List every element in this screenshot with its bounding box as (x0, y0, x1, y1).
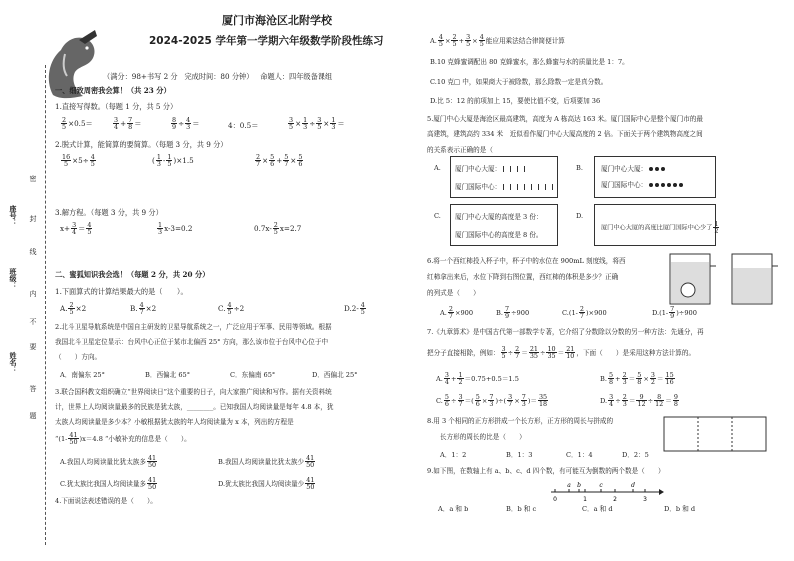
p2-q8-d: D．2：5 (622, 451, 649, 459)
p2-q5-box-b: 厦门中心大厦： 厦门国际中心： (594, 156, 716, 198)
seal-char: 题 (29, 412, 37, 419)
name-label: 姓名： (9, 352, 18, 373)
class-label: 班级： (9, 268, 18, 289)
p2-q2-b: B．西偏北 65° (145, 371, 191, 379)
p2-q2-l3: （ ）方向。 (55, 353, 102, 361)
p2-q4-a: A. $\frac{4}{5}$ × $\frac{2}{5}$ + $\frac{3}{5}$ × $\frac{4}{5}$ 能应用乘法结合律简便计算 (430, 33, 565, 49)
p2-q2-l1: 2.北斗卫星导航系统是中国自主研发的卫星导航系统之一，广泛应用于军事、民用等领域。根据 (55, 323, 332, 331)
p1-q2-e2: ( $\frac{1}{3}$ - $\frac{1}{5}$ )×1.5 (152, 153, 194, 169)
p1-q2-title: 2.脱式计算，能简算的要简算。（每题 3 分，共 9 分） (55, 140, 228, 149)
p2-q2-c: C．东偏南 65° (230, 371, 276, 379)
p2-q5-opt-c: C. (434, 212, 441, 220)
p2-q6-l1: 6.将一个西红柿投入杯子中，杯子中的水位在 900mL 刻度线，将西 (427, 257, 626, 265)
info-score: （满分：98+书写 2 分 (103, 72, 178, 81)
three-squares-figure (663, 416, 767, 452)
p2-q5-box-a: 厦门中心大厦： 厦门国际中心： (450, 156, 558, 198)
p2-q8-l2: 长方形的周长的比是（ ） (440, 433, 526, 441)
number-line (545, 478, 665, 502)
p2-q9-d: D．b 和 d (664, 505, 696, 513)
p2-q5-box-c: 厦门中心大厦的高度是 3 份： 厦门国际中心的高度是 8 份。 (450, 204, 558, 246)
p2-q3-d: D.犹太族比我国人均阅读量少 $\frac{41}{50}$ (218, 476, 315, 492)
p2-q9-l1: 9.如下图，在数轴上有 a、b、c、d 四个数，有可能互为倒数的两个数是（ ） (427, 467, 665, 475)
p2-q5-l1: 5.厦门中心大厦是海沧区最高建筑，高度为 A 栋高达 163 米。厦门国际中心是整个厦门市的最 (427, 115, 703, 123)
p2-q3-b: B.我国人均阅读量比犹太族少 $\frac{41}{50}$ (218, 454, 315, 470)
p1-q3-e2: $\frac{1}{3}$ x-3=0.2 (158, 221, 193, 237)
axis-label: b (577, 482, 581, 489)
p2-q3-l4: “(1- $\frac{41}{50}$ )x＝4.8 “小敏补充的信息是（ ）。 (55, 431, 191, 447)
p2-q7-l2: 把分子直接相除，例如： $\frac{3}{5}$ ÷ $\frac{2}{7}$ ＝ $\frac{21}{35}$ ÷ $\frac{10}{35}$ ＝ $\frac{21}{10}$ ，下面（ ）是采用这种方法计算的。 (427, 345, 696, 361)
seal-char: 答 (29, 385, 37, 392)
p2-q6-b: B. $\frac{7}{9}$ ÷900 (496, 305, 530, 321)
axis-label: d (631, 482, 635, 489)
seal-char: 封 (29, 215, 37, 222)
p2-q4-stem: 4.下面说法表述错误的是（ ）。 (55, 497, 157, 505)
p1-q3-title: 3.解方程。（每题 3 分，共 9 分） (55, 208, 163, 217)
p2-q5-l2: 高建筑，建筑高约 334 米 近似看作厦门中心大厦高度的 2 倍。下面关于两个建筑物高度之间 (427, 130, 703, 138)
p2-q3-l1: 3.联合国科教文组织确立“世界阅读日”这个重要的日子，向大家推广阅读和写作。据有关资料统 (55, 388, 332, 396)
tomato-cups-figure (666, 246, 778, 308)
seal-char: 密 (29, 175, 37, 182)
p1-q2-e3: $\frac{2}{7}$ × $\frac{5}{6}$ + $\frac{5}{7}$ × $\frac{5}{6}$ (256, 153, 303, 169)
p2-q1-a: A. $\frac{2}{5}$ ×2 (60, 301, 87, 317)
p1-q1-e2: $\frac{3}{4}$ + $\frac{7}{8}$ ＝ (114, 116, 142, 132)
p2-q7-c: C. $\frac{5}{6}$ ÷ $\frac{3}{7}$ ＝( $\frac{5}{6}$ × $\frac{7}{3}$ )÷( $\frac{3}{7}$ × $\frac{7}{3}$ )＝ $\frac{35}{18}$ (436, 393, 548, 409)
p2-q2-a: A．南偏东 25° (60, 371, 105, 379)
p2-q2-l2: 我国北斗卫星定位显示：台风中心正位于某市北偏西 25° 方向，那么该市位于台风中心位于中 (55, 338, 329, 346)
p2-q8-a: A．1：2 (440, 451, 467, 459)
p1-q1-e1: $\frac{2}{5}$ ×0.5＝ (62, 116, 93, 132)
p2-q9-a: A．a 和 b (438, 505, 469, 513)
p1-q1-e5: 4：0.5＝ (228, 121, 259, 130)
p2-q6-d: D.(1- $\frac{7}{9}$ )÷900 (652, 305, 697, 321)
p2-q5-opt-a: A. (434, 164, 441, 172)
p2-q6-c: C.(1- $\frac{2}{7}$ )×900 (562, 305, 607, 321)
p1-q1-e4: $\frac{3}{5}$ × $\frac{1}{3}$ ÷ $\frac{3}{5}$ × $\frac{1}{3}$ ＝ (289, 116, 345, 132)
p2-q3-l3: 太族人均阅读量是多少本？小敏根据犹太族的年人均阅读量为 x 本，列出的方程是 (55, 418, 294, 426)
p2-q3-c: C.犹太族比我国人均阅读量多 $\frac{41}{50}$ (60, 476, 157, 492)
p2-q7-d: D. $\frac{3}{4}$ ÷ $\frac{2}{3}$ ＝ $\frac{9}{12}$ ÷ $\frac{8}{12}$ ＝ $\frac{9}{8}$ (600, 393, 678, 409)
p2-q4-c: C.10 克□ 中，如果商大于被除数，那么除数一定是真分数。 (430, 78, 608, 86)
p2-q7-a: A. $\frac{3}{4}$ + $\frac{1}{2}$ ＝0.75+0.5＝1.5 (436, 371, 519, 387)
p2-q5-opt-b: B. (576, 164, 583, 172)
p2-q4-b: B.10 克蜂蜜调配出 80 克蜂蜜水，那么蜂蜜与水的质量比是 1：7。 (430, 58, 629, 66)
p2-q8-l1: 8.用 3 个相同的正方形拼成一个长方形，正方形的周长与拼成的 (427, 417, 614, 425)
axis-label: 3 (643, 496, 647, 502)
axis-label: a (567, 482, 571, 489)
p1-q1-e3: $\frac{8}{9}$ ÷ $\frac{4}{3}$ ＝ (172, 116, 200, 132)
p2-q8-c: C．1：4 (566, 451, 593, 459)
seal-char: 线 (29, 248, 37, 255)
seal-char: 内 (29, 290, 37, 297)
info-author: 命题人：四年级备课组 (260, 72, 333, 81)
p2-q8-b: B．1：3 (506, 451, 533, 459)
part1-title: 一、细致周密我会算！（共 23 分） (55, 86, 171, 95)
p2-q1-c: C. $\frac{4}{5}$ ÷2 (218, 301, 245, 317)
p2-q3-a: A.我国人均阅读量比犹太族多 $\frac{41}{50}$ (60, 454, 157, 470)
exam-info (103, 72, 332, 81)
p2-q2-d: D．西偏北 25° (312, 371, 358, 379)
axis-label: 2 (613, 496, 617, 502)
school-name: 厦门市海沧区北附学校 (222, 14, 332, 27)
p2-q5-opt-d: D. (576, 212, 584, 220)
p2-q1-d: D.2- $\frac{4}{5}$ (344, 301, 365, 317)
axis-label: 0 (553, 496, 557, 502)
p2-q9-b: B．b 和 c (506, 505, 537, 513)
part2-title: 二、蜜狐知识我会选！（每题 2 分，共 20 分） (55, 270, 210, 279)
p1-q2-e1: $\frac{16}{5}$ ×5÷ $\frac{4}{5}$ (62, 153, 95, 169)
p1-q1-title: 1.直接写得数。（每题 1 分，共 5 分） (55, 102, 178, 111)
p2-q5-box-d: 厦门中心大厦的高度比厦门国际中心少了 $\frac{1}{2}$ (594, 204, 716, 246)
binding-line (45, 65, 46, 545)
p2-q7-l1: 7.《九章算术》是中国古代第一部数学专著，它介绍了分数除以分数的另一种方法：先通分，再 (427, 328, 704, 336)
p2-q4-d: D.比 5：12 的前项加上 15，要使比值不变，后项要加 36 (430, 97, 601, 105)
axis-label: 1 (583, 496, 587, 502)
p2-q6-l3: 的列式是（ ） (427, 289, 480, 297)
axis-label: c (599, 482, 603, 489)
p2-q5-l3: 的关系表示正确的是（ (427, 146, 493, 154)
p2-q1-stem: 1.下面算式的计算结果最大的是（ ）。 (55, 287, 188, 296)
seal-char: 要 (29, 343, 37, 350)
p1-q3-e3: 0.7x- $\frac{2}{5}$ x=2.7 (254, 221, 302, 237)
p2-q3-l2: 计，世界上人均阅读量最多的民族是犹太族，________。已知我国人均阅读量是每年 4.8 本，犹 (55, 403, 334, 411)
p2-q6-a: A. $\frac{2}{7}$ ×900 (440, 305, 474, 321)
p2-q9-c: C．a 和 d (582, 505, 613, 513)
seal-char: 不 (29, 318, 37, 325)
p2-q7-b: B. $\frac{5}{8}$ + $\frac{2}{3}$ ＝ $\frac{5}{8}$ × $\frac{3}{2}$ ＝ $\frac{15}{16}$ (600, 371, 674, 387)
p2-q1-b: B. $\frac{4}{7}$ ×2 (130, 301, 157, 317)
seat-label: 座号： (9, 205, 18, 226)
exam-title: 2024-2025 学年第一学期六年级数学阶段性练习 (149, 35, 384, 47)
info-time: 完成时间：80 分钟） (184, 72, 254, 81)
p1-q3-e1: x+ $\frac{3}{4}$ ＝ $\frac{4}{5}$ (60, 221, 92, 237)
p2-q6-l2: 红柿拿出来后，水位下降到右图位置，西红柿的体积是多少？正确 (427, 273, 619, 281)
